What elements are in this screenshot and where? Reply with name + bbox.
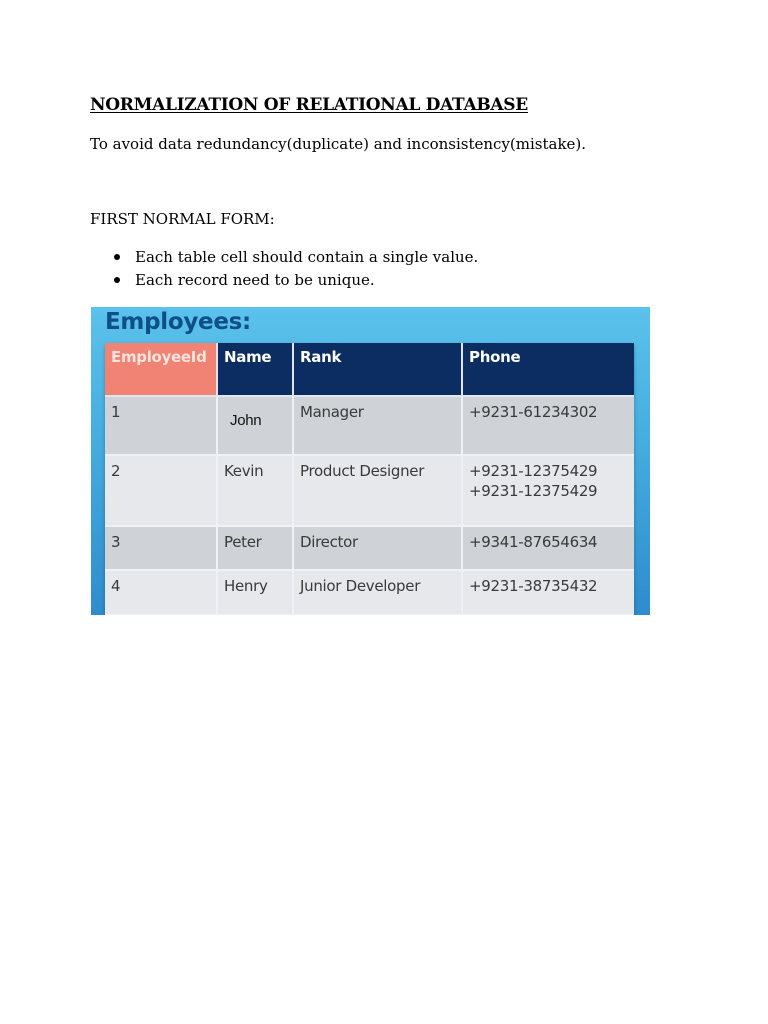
employees-table [105, 343, 634, 615]
column-header-employeeid: EmployeeId [105, 343, 217, 396]
cell-name: Kevin [217, 455, 293, 526]
table-row [105, 396, 634, 455]
cell-name: Henry [217, 570, 293, 615]
bullet-item [90, 247, 478, 270]
cell-phone [462, 526, 634, 570]
cell-id: 1 [105, 396, 217, 455]
table-header-row [105, 343, 634, 396]
bullet-icon [114, 254, 120, 260]
table-row [105, 526, 634, 570]
phone-value: +9231-61234302 [469, 403, 598, 421]
cell-name: Peter [217, 526, 293, 570]
cell-rank: Manager [293, 396, 462, 455]
cell-name: John [217, 396, 293, 455]
cell-id: 3 [105, 526, 217, 570]
bullet-item [90, 270, 478, 293]
column-header-rank: Rank [293, 343, 462, 396]
bullet-icon [114, 277, 120, 283]
cell-rank: Junior Developer [293, 570, 462, 615]
slide-title: Employees: [105, 309, 251, 335]
cell-phone [462, 455, 634, 526]
bullet-text: Each record need to be unique. [135, 271, 375, 289]
column-header-name: Name [217, 343, 293, 396]
section-heading: FIRST NORMAL FORM: [90, 210, 275, 228]
cell-phone [462, 396, 634, 455]
cell-rank: Product Designer [293, 455, 462, 526]
table-row [105, 455, 634, 526]
intro-paragraph: To avoid data redundancy(duplicate) and inconsistency(mistake). [90, 135, 587, 153]
cell-id: 4 [105, 570, 217, 615]
phone-value: +9341-87654634 [469, 533, 598, 551]
phone-value: +9231-38735432 [469, 577, 598, 595]
cell-phone [462, 570, 634, 615]
bullet-text: Each table cell should contain a single value. [135, 248, 479, 266]
cell-rank: Director [293, 526, 462, 570]
column-header-phone: Phone [462, 343, 634, 396]
employees-slide-image [91, 307, 650, 615]
document-title: NORMALIZATION OF RELATIONAL DATABASE [90, 95, 528, 115]
cell-id: 2 [105, 455, 217, 526]
table-row [105, 570, 634, 615]
phone-value: +9231-12375429 [469, 482, 598, 500]
bullet-list [90, 247, 478, 293]
phone-value: +9231-12375429 [469, 462, 598, 480]
